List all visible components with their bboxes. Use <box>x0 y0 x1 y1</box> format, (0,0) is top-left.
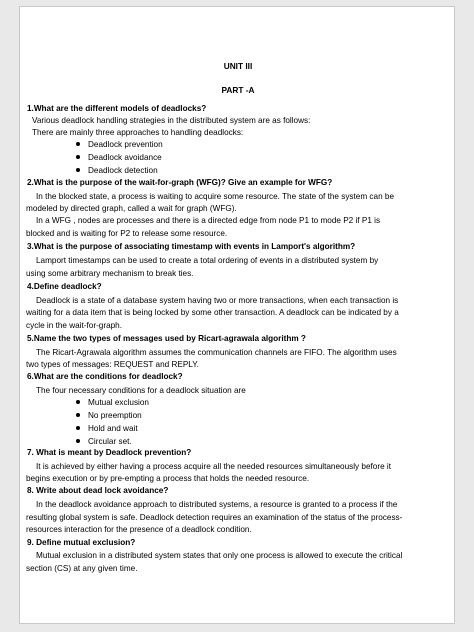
line-text: No preemption <box>88 411 142 420</box>
answer-line <box>26 512 402 523</box>
line-text: blocked and is waiting for P2 to release some resource. <box>26 229 228 238</box>
line-text: It is achieved by either having a process acquire all the needed resources simultaneously before it <box>36 462 391 471</box>
question-heading <box>27 537 135 548</box>
line-text: There are mainly three approaches to handling deadlocks: <box>32 128 244 137</box>
line-text: Mutual exclusion in a distributed system states that only one process is allowed to execute the critical <box>36 551 403 560</box>
answer-line <box>36 499 397 510</box>
answer-line <box>26 359 199 370</box>
document-page <box>19 6 455 624</box>
answer-line <box>36 461 391 472</box>
line-text: 7. What is meant by Deadlock prevention? <box>27 448 192 457</box>
answer-line <box>26 563 138 574</box>
line-text: Various deadlock handling strategies in the distributed system are as follows: <box>32 116 311 125</box>
answer-line <box>26 307 399 318</box>
bullet-icon <box>76 155 80 159</box>
line-text: modeled by directed graph, called a wait for graph (WFG). <box>26 204 237 213</box>
answer-line <box>26 228 227 239</box>
question-heading <box>27 103 206 114</box>
question-heading <box>27 333 306 344</box>
question-heading <box>27 281 102 292</box>
line-text: resulting global system is safe. Deadlock detection requires an examination of the status of the process- <box>26 513 403 522</box>
line-text: Deadlock avoidance <box>88 153 162 162</box>
answer-line <box>26 524 252 535</box>
question-heading <box>27 241 355 252</box>
line-text: begins execution or by pre-empting a process that holds the needed resource. <box>26 474 310 483</box>
bullet-icon <box>76 413 80 417</box>
line-text: 1.What are the different models of deadlocks? <box>27 104 207 113</box>
line-text: Deadlock prevention <box>88 140 163 149</box>
bullet-item <box>76 165 158 176</box>
line-text: In the blocked state, a process is waiting to acquire some resource. The state of the system can be <box>36 192 395 201</box>
line-text: Mutual exclusion <box>88 398 149 407</box>
bullet-item <box>76 139 163 150</box>
answer-line <box>26 320 122 331</box>
line-text: 9. Define mutual exclusion? <box>27 538 136 547</box>
part-title: PART -A <box>221 85 255 95</box>
line-text: waiting for a data item that is being locked by some other transaction. A deadlock can be indicated by a <box>26 308 399 317</box>
line-text: 5.Name the two types of messages used by Ricart-agrawala algorithm ? <box>27 334 306 343</box>
line-text: section (CS) at any given time. <box>26 564 138 573</box>
line-text: 8. Write about dead lock avoidance? <box>27 486 169 495</box>
line-text: The four necessary conditions for a deadlock situation are <box>36 386 246 395</box>
answer-line <box>36 347 397 358</box>
bullet-item <box>76 410 142 421</box>
bullet-item <box>76 152 162 163</box>
bullet-item <box>76 423 138 434</box>
line-text: Deadlock detection <box>88 166 158 175</box>
line-text: The Ricart-Agrawala algorithm assumes the communication channels are FIFO. The algorithm uses <box>36 348 397 357</box>
line-text: In a WFG , nodes are processes and there is a directed edge from node P1 to mode P2 if P1 is <box>36 216 381 225</box>
answer-line <box>36 191 394 202</box>
question-heading <box>27 485 168 496</box>
bullet-icon <box>76 168 80 172</box>
bullet-icon <box>76 142 80 146</box>
line-text: resources interaction for the presence of a deadlock condition. <box>26 525 252 534</box>
bullet-item <box>76 436 132 447</box>
question-heading <box>27 447 191 458</box>
bullet-icon <box>76 439 80 443</box>
answer-line <box>32 115 310 126</box>
answer-line <box>32 127 243 138</box>
answer-line <box>36 550 402 561</box>
line-text: using some arbitrary mechanism to break ties. <box>26 269 194 278</box>
line-text: two types of messages: REQUEST and REPLY. <box>26 360 199 369</box>
line-text: Hold and wait <box>88 424 138 433</box>
line-text: Deadlock is a state of a database system having two or more transactions, when each transaction is <box>36 296 399 305</box>
line-text: 3.What is the purpose of associating timestamp with events in Lamport's algorithm? <box>27 242 356 251</box>
line-text: Lamport timestamps can be used to create a total ordering of events in a distributed system by <box>36 256 379 265</box>
answer-line <box>36 215 380 226</box>
question-heading <box>27 371 183 382</box>
answer-line <box>26 203 237 214</box>
question-heading <box>27 177 332 188</box>
line-text: cycle in the wait-for-graph. <box>26 321 123 330</box>
answer-line <box>36 385 246 396</box>
bullet-icon <box>76 426 80 430</box>
bullet-icon <box>76 400 80 404</box>
line-text: 2.What is the purpose of the wait-for-graph (WFG)? Give an example for WFG? <box>27 178 333 187</box>
line-text: 6.What are the conditions for deadlock? <box>27 372 183 381</box>
answer-line <box>36 295 398 306</box>
line-text: In the deadlock avoidance approach to distributed systems, a resource is granted to a process if the <box>36 500 398 509</box>
answer-line <box>26 268 193 279</box>
bullet-item <box>76 397 149 408</box>
line-text: 4.Define deadlock? <box>27 282 102 291</box>
answer-line <box>26 473 309 484</box>
answer-line <box>36 255 378 266</box>
unit-title: UNIT III <box>223 61 253 71</box>
line-text: Circular set. <box>88 437 132 446</box>
